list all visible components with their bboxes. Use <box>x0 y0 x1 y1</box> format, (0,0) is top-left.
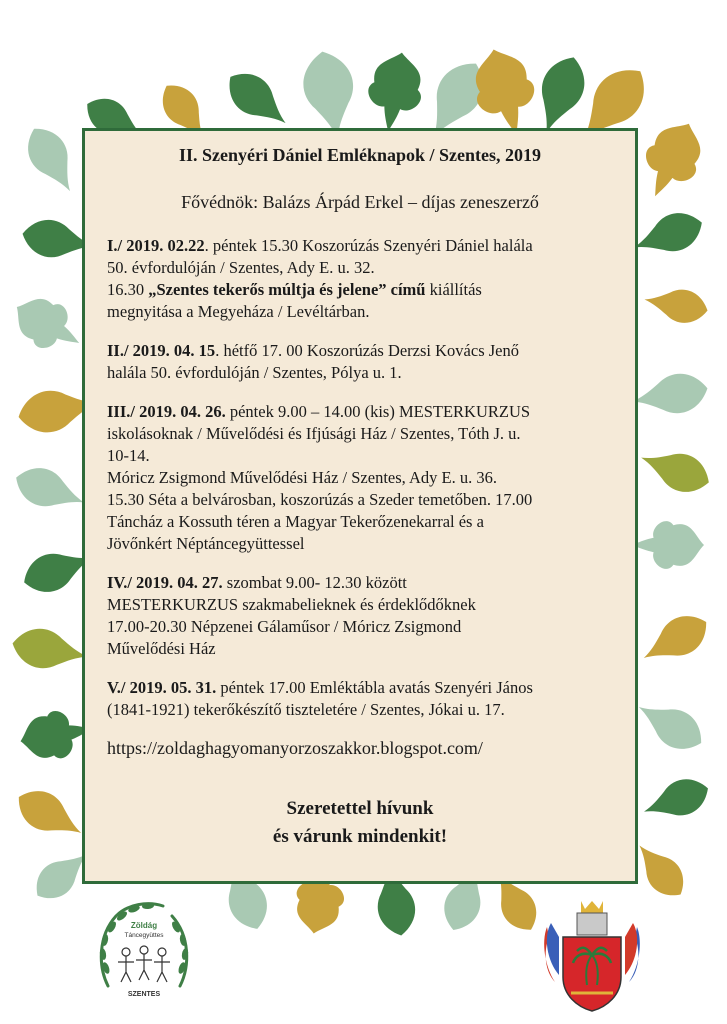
event-text: megnyitása a Megyeháza / Levéltárban. <box>107 302 370 321</box>
event-line <box>107 594 613 616</box>
event-section <box>107 572 613 660</box>
logo-name: Zöldág <box>130 921 158 930</box>
event-line <box>107 235 613 257</box>
event-text: Művelődési Ház <box>107 639 216 658</box>
event-text: halála 50. évfordulóján / Szentes, Pólya u. 1. <box>107 363 402 382</box>
event-text: 50. évfordulóján / Szentes, Ady E. u. 32. <box>107 258 375 277</box>
dancers-logo-icon <box>88 896 200 1004</box>
page-title: II. Szenyéri Dániel Emléknapok / Szentes, 2019 <box>178 145 541 165</box>
closing-line: Szeretettel hívunk <box>286 798 434 819</box>
event-line <box>107 445 613 467</box>
event-date: IV./ 2019. 04. 27. <box>107 573 223 592</box>
event-text: (1841-1921) tekerőkészítő tiszteletére / Szentes, Jókai u. 17. <box>107 700 505 719</box>
event-line <box>107 699 613 721</box>
event-text: . péntek 15.30 Koszorúzás Szenyéri Dániel halála <box>204 236 533 255</box>
event-text: Táncház a Kossuth téren a Magyar Tekerőzenekarral és a <box>107 512 484 531</box>
event-section <box>107 235 613 323</box>
event-text: 15.30 Séta a belvárosban, koszorúzás a Szeder temetőben. 17.00 <box>107 490 533 509</box>
event-text: kiállítás <box>425 280 482 299</box>
event-section <box>107 677 613 721</box>
event-line <box>107 638 613 660</box>
event-section <box>107 340 613 384</box>
logo-city: SZENTES <box>127 991 161 998</box>
event-line <box>107 301 613 323</box>
event-text: iskolásoknak / Művelődési és Ifjúsági Ház / Szentes, Tóth J. u. <box>107 424 521 443</box>
event-text: 17.00-20.30 Népzenei Gálaműsor / Móricz Zsigmond <box>107 617 462 636</box>
event-line <box>107 511 613 533</box>
patron-line: Fővédnök: Balázs Árpád Erkel – díjas zeneszerző <box>181 192 539 212</box>
event-date: II./ 2019. 04. 15 <box>107 341 216 360</box>
event-line <box>107 423 613 445</box>
event-line <box>107 572 613 594</box>
event-line <box>107 340 613 362</box>
event-line <box>107 279 613 301</box>
event-line <box>107 362 613 384</box>
event-date: I./ 2019. 02.22 <box>107 236 205 255</box>
coat-of-arms-icon <box>541 897 643 1015</box>
logo-subtitle: Táncegyüttes <box>124 932 164 939</box>
event-line <box>107 467 613 489</box>
event-list <box>107 235 613 721</box>
event-section <box>107 401 613 555</box>
event-line <box>107 401 613 423</box>
event-date: III./ 2019. 04. 26. <box>107 402 226 421</box>
event-text: péntek 9.00 – 14.00 (kis) MESTERKURZUS <box>225 402 531 421</box>
invitation-card <box>82 128 638 884</box>
event-line <box>107 616 613 638</box>
event-text: péntek 17.00 Emléktábla avatás Szenyéri János <box>216 678 533 697</box>
event-text: Móricz Zsigmond Művelődési Ház / Szentes, Ady E. u. 36. <box>107 468 497 487</box>
closing-message <box>107 795 613 851</box>
event-text: szombat 9.00- 12.30 között <box>222 573 407 592</box>
event-date: „Szentes tekerős múltja és jelene” című <box>148 280 426 299</box>
event-text: MESTERKURZUS szakmabelieknek és érdeklődőknek <box>107 595 476 614</box>
event-line <box>107 257 613 279</box>
closing-line: és várunk mindenkit! <box>272 826 448 847</box>
event-line <box>107 489 613 511</box>
event-line <box>107 533 613 555</box>
event-date: V./ 2019. 05. 31. <box>107 678 217 697</box>
event-text: . hétfő 17. 00 Koszorúzás Derzsi Kovács Jenő <box>215 341 519 360</box>
event-line <box>107 677 613 699</box>
blog-link[interactable]: https://zoldaghagyomanyorzoszakkor.blogspot.com/ <box>107 738 483 758</box>
event-text: 10-14. <box>107 446 150 465</box>
event-text: 16.30 <box>107 280 149 299</box>
event-text: Jövőnkért Néptáncegyüttessel <box>107 534 305 553</box>
